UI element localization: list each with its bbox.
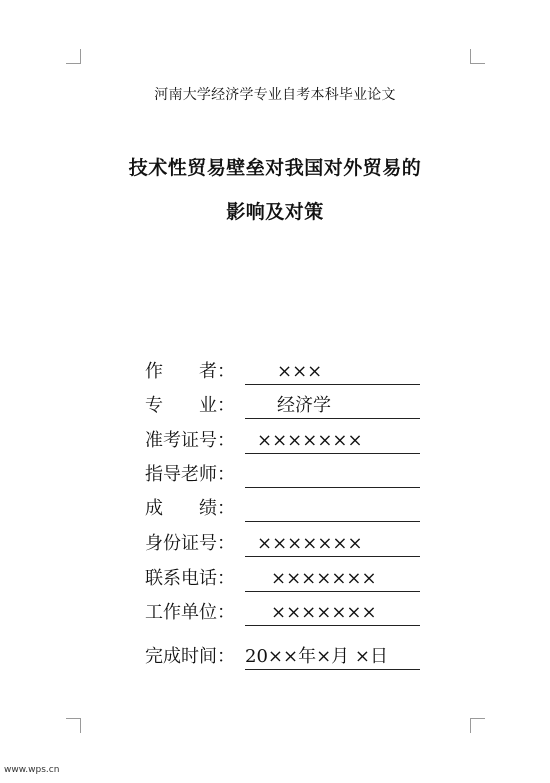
crop-mark-bottom-right [470, 718, 485, 733]
crop-mark-bottom-left [66, 718, 81, 733]
university-header: 河南大学经济学专业自考本科毕业论文 [154, 87, 396, 103]
id-number-field [245, 532, 420, 557]
workplace-field [245, 601, 420, 626]
phone-label: 联系电话： [145, 568, 235, 589]
info-row-completion-date [145, 644, 425, 670]
info-row-grade [145, 496, 425, 522]
wps-watermark: www.wps.cn [4, 765, 60, 775]
author-value: ××× [277, 361, 323, 382]
major-label: 专 业： [145, 395, 235, 416]
id-number-value: ××××××× [257, 533, 363, 554]
exam-id-label: 准考证号： [145, 430, 235, 451]
completion-date-field [245, 645, 420, 670]
advisor-field [245, 463, 420, 488]
info-row-workplace [145, 600, 425, 626]
workplace-value: ××××××× [271, 602, 377, 623]
author-label: 作 者： [145, 361, 235, 382]
exam-id-value: ××××××× [257, 430, 363, 451]
author-field [245, 360, 420, 385]
phone-value: ××××××× [271, 568, 377, 589]
completion-date-label: 完成时间： [145, 646, 235, 667]
info-row-advisor [145, 462, 425, 488]
crop-mark-top-right [470, 49, 485, 64]
major-field [245, 394, 420, 419]
advisor-label: 指导老师： [145, 464, 235, 485]
info-row-id-number [145, 531, 425, 557]
id-number-label: 身份证号： [145, 533, 235, 554]
exam-id-field [245, 429, 420, 454]
thesis-title-line-1: 技术性贸易壁垒对我国对外贸易的 [128, 157, 422, 179]
info-row-author [145, 359, 425, 385]
grade-field [245, 497, 420, 522]
completion-date-value: 20××年×月 ×日 [245, 646, 388, 667]
info-row-major [145, 393, 425, 419]
grade-label: 成 绩： [145, 498, 235, 519]
workplace-label: 工作单位： [145, 602, 235, 623]
thesis-title-line-2: 影响及对策 [226, 201, 324, 223]
major-value: 经济学 [277, 395, 331, 416]
info-row-phone [145, 566, 425, 592]
phone-field [245, 567, 420, 592]
info-row-exam-id [145, 428, 425, 454]
crop-mark-top-left [66, 49, 81, 64]
